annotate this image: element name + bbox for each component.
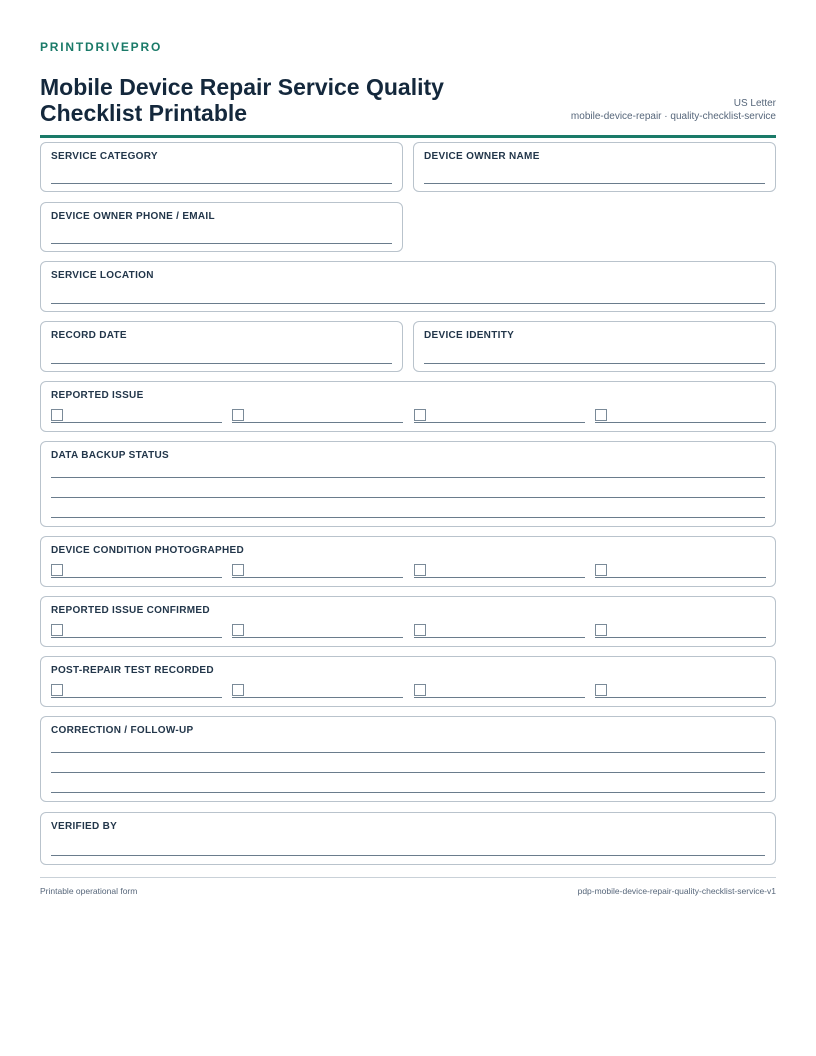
device-condition-photographed-label: DEVICE CONDITION PHOTOGRAPHED [51, 545, 244, 556]
device-owner-name-input-line[interactable] [424, 183, 765, 184]
checkbox-label-line[interactable] [595, 422, 766, 423]
checkbox-option[interactable] [232, 684, 403, 698]
checkbox-option[interactable] [595, 684, 766, 698]
checkbox[interactable] [232, 624, 244, 636]
checkbox[interactable] [595, 409, 607, 421]
page-footer [40, 877, 776, 901]
record-date-field[interactable] [40, 321, 403, 372]
device-identity-label: DEVICE IDENTITY [424, 330, 515, 341]
page-title: Mobile Device Repair Service Quality Checklist Printable [40, 74, 444, 126]
checkbox-option[interactable] [232, 624, 403, 638]
checkbox[interactable] [595, 624, 607, 636]
checkbox[interactable] [595, 684, 607, 696]
correction-follow-up-field[interactable] [40, 716, 776, 802]
form-id: pdp-mobile-device-repair-quality-checklist-service-v1 [577, 886, 776, 896]
writing-line[interactable] [51, 517, 765, 518]
owner-contact-label: DEVICE OWNER PHONE / EMAIL [51, 211, 215, 222]
paper-size: US Letter [733, 98, 776, 109]
checkbox-label-line[interactable] [414, 422, 585, 423]
checkbox-label-line[interactable] [414, 577, 585, 578]
owner-contact-input-line[interactable] [51, 243, 392, 244]
checkbox[interactable] [51, 564, 63, 576]
checkbox[interactable] [51, 684, 63, 696]
device-identity-field[interactable] [413, 321, 776, 372]
reported-issue-confirmed-field [40, 596, 776, 647]
checkbox-option[interactable] [51, 564, 222, 578]
checkbox-option[interactable] [414, 684, 585, 698]
form-tags: mobile-device-repair · quality-checklist-service [570, 111, 776, 122]
service-location-field[interactable] [40, 261, 776, 312]
device-owner-name-field[interactable] [413, 142, 776, 192]
form-header [40, 54, 776, 138]
device-owner-name-label: DEVICE OWNER NAME [424, 151, 540, 162]
device-condition-photographed-field [40, 536, 776, 587]
verified-by-field[interactable] [40, 812, 776, 865]
brand-name: PRINTDRIVEPRO [40, 40, 163, 54]
checkbox-option[interactable] [595, 564, 766, 578]
checkbox[interactable] [414, 684, 426, 696]
writing-line[interactable] [51, 772, 765, 773]
writing-line[interactable] [51, 477, 765, 478]
checkbox-label-line[interactable] [595, 577, 766, 578]
device-identity-input-line[interactable] [424, 363, 765, 364]
service-location-label: SERVICE LOCATION [51, 270, 154, 281]
checkbox-option[interactable] [414, 409, 585, 423]
checkbox-label-line[interactable] [51, 577, 222, 578]
checkbox[interactable] [232, 564, 244, 576]
post-repair-test-recorded-field [40, 656, 776, 707]
checkbox-option[interactable] [51, 624, 222, 638]
post-repair-test-recorded-label: POST-REPAIR TEST RECORDED [51, 665, 214, 676]
writing-line[interactable] [51, 792, 765, 793]
writing-line[interactable] [51, 752, 765, 753]
form-page [40, 40, 776, 138]
checkbox-label-line[interactable] [51, 637, 222, 638]
service-category-field[interactable] [40, 142, 403, 192]
checkbox[interactable] [414, 564, 426, 576]
checkbox[interactable] [51, 624, 63, 636]
checkbox[interactable] [232, 409, 244, 421]
service-category-input-line[interactable] [51, 183, 392, 184]
checkbox-option[interactable] [51, 684, 222, 698]
correction-follow-up-label: CORRECTION / FOLLOW-UP [51, 725, 194, 736]
checkbox[interactable] [232, 684, 244, 696]
record-date-label: RECORD DATE [51, 330, 127, 341]
verified-by-label: VERIFIED BY [51, 821, 118, 832]
checkbox-label-line[interactable] [232, 577, 403, 578]
verified-by-input-line[interactable] [51, 855, 765, 856]
checkbox-option[interactable] [232, 564, 403, 578]
checkbox[interactable] [595, 564, 607, 576]
checkbox-label-line[interactable] [232, 697, 403, 698]
data-backup-status-field[interactable] [40, 441, 776, 527]
checkbox[interactable] [414, 409, 426, 421]
checkbox-option[interactable] [232, 409, 403, 423]
reported-issue-confirmed-label: REPORTED ISSUE CONFIRMED [51, 605, 210, 616]
checkbox[interactable] [414, 624, 426, 636]
service-location-input-line[interactable] [51, 303, 765, 304]
checkbox-label-line[interactable] [232, 422, 403, 423]
checkbox-label-line[interactable] [595, 637, 766, 638]
service-category-label: SERVICE CATEGORY [51, 151, 158, 162]
checkbox-option[interactable] [414, 564, 585, 578]
footer-note: Printable operational form [40, 886, 138, 896]
checkbox-label-line[interactable] [414, 637, 585, 638]
owner-contact-field[interactable] [40, 202, 403, 252]
checkbox-option[interactable] [595, 409, 766, 423]
checkbox[interactable] [51, 409, 63, 421]
writing-line[interactable] [51, 497, 765, 498]
checkbox-label-line[interactable] [51, 422, 222, 423]
checkbox-label-line[interactable] [414, 697, 585, 698]
reported-issue-label: REPORTED ISSUE [51, 390, 144, 401]
checkbox-option[interactable] [414, 624, 585, 638]
record-date-input-line[interactable] [51, 363, 392, 364]
checkbox-label-line[interactable] [595, 697, 766, 698]
reported-issue-field [40, 381, 776, 432]
checkbox-label-line[interactable] [51, 697, 222, 698]
checkbox-option[interactable] [51, 409, 222, 423]
form-meta [571, 97, 776, 123]
checkbox-option[interactable] [595, 624, 766, 638]
data-backup-status-label: DATA BACKUP STATUS [51, 450, 169, 461]
checkbox-label-line[interactable] [232, 637, 403, 638]
